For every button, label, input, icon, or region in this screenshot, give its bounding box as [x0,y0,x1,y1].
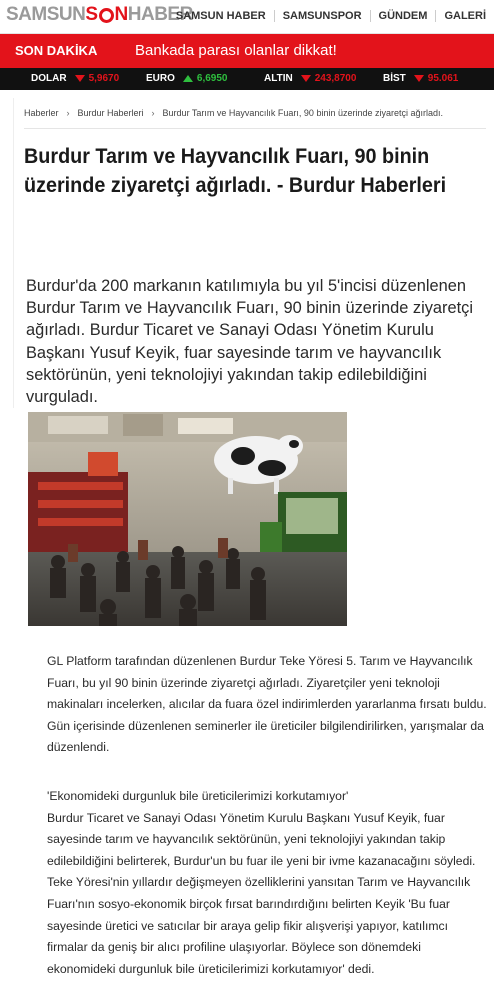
breadcrumb [24,108,443,118]
chevron-right-icon: › [151,108,155,118]
article-photo[interactable] [28,412,347,626]
ticker-value: 243,8700 [314,73,357,84]
ticker-item-dolar[interactable] [31,73,119,84]
breaking-news-bar [0,34,494,68]
arrow-down-icon [414,75,424,82]
arrow-down-icon [301,75,311,82]
chevron-right-icon: › [66,108,70,118]
logo-part-samsun: SAMSUN [6,4,86,25]
nav-samsunspor[interactable]: SAMSUNSPOR [275,10,371,22]
nav-samsun-haber[interactable]: SAMSUN HABER [168,10,275,22]
market-ticker [0,68,494,90]
nav-galeri[interactable]: GALERİ [444,10,486,22]
nav-gundem[interactable]: GÜNDEM [371,10,437,22]
divider [24,128,486,129]
ticker-value: 6,6950 [196,73,228,84]
ticker-name: BİST [383,73,406,84]
article-lead: Burdur'da 200 markanın katılımıyla bu yıl 5'incisi düzenlenen Burdur Tarım ve Hayvancılık Fuarı, 90 binin üzerinde ziyaretçi ağırladı. Burdur Ticaret ve Sanayi Odası Yönetim Kurulu Başkanı Yusuf Keyik, fuar sayesinde tarım ve hayvancılık sektörünün, yeni teknolojiyi yakından takip edilebildiğini vurguladı. [26,277,473,407]
ticker-item-bist[interactable] [383,73,458,84]
ticker-item-euro[interactable] [146,73,228,84]
logo-son-s: S [85,4,98,25]
breadcrumb-burdur-haberleri[interactable]: Burdur Haberleri [77,108,144,118]
ticker-value: 95.061 [427,73,459,84]
ticker-name: ALTIN [264,73,293,84]
site-logo[interactable] [6,4,193,26]
ticker-value: 5,9670 [88,73,120,84]
fair-crowd-image [28,412,347,626]
ticker-name: EURO [146,73,175,84]
article-paragraph: GL Platform tarafından düzenlenen Burdur Teke Yöresi 5. Tarım ve Hayvancılık Fuarı, bu yıl 90 binin üzerinde ziyaretçi ağırladı. Ziyaretçiler yeni teknoloji makinaları incelerken, alıcılar da fuara özel indirimlerden yararlanma fırsatı buldu. Gün içerisinde düzenlenen seminerler ile üreticiler bilgilendirilirken, yarışmalar da düzenlendi. [47,654,487,755]
article-paragraph: Burdur Ticaret ve Sanayi Odası Yönetim Kurulu Başkanı Yusuf Keyik, fuar sayesinde tarım ve hayvancılık sektörünün, yeni teknolojiyi yakından takip edilebildiğini belirterek, Burdur'un bu fuar ile yeni bir ivme kazanacağını söyledi. Teke Yöresi'nin yıllardır değişmeyen özelliklerini yansıtan Tarım ve Hayvancılık Fuarı'nın sosyo-ekonomik birçok fırsat barındırdığını belirten Keyik 'Bu fuar sayesinde üretici ve satıcılar bir araya gelip fikir alışverişi yapıyor, katılımcı firmalar da geniş bir alıcı profiline ulaşıyorlar. Böylece son dönemdeki ekonomideki durgunluk bile üreticilerimizi korkutamıyor' dedi. [47,810,476,976]
article-quote-heading: 'Ekonomideki durgunluk bile üreticilerimizi korkutamıyor' [47,789,349,803]
logo-son-n: N [114,4,128,25]
top-nav [168,0,494,32]
ticker-item-altin[interactable] [264,73,356,84]
arrow-down-icon [75,75,85,82]
breaking-news-headline[interactable]: Bankada parası olanlar dikkat! [135,42,337,59]
logo-ring-icon [99,8,114,23]
site-header [0,0,494,34]
ticker-name: DOLAR [31,73,67,84]
article-title: Burdur Tarım ve Hayvancılık Fuarı, 90 binin üzerinde ziyaretçi ağırladı. - Burdur Haberleri [24,144,447,197]
breadcrumb-current: Burdur Tarım ve Hayvancılık Fuarı, 90 binin üzerinde ziyaretçi ağırladı. [162,108,444,118]
article-section [47,786,487,980]
logo-part-haber: HABER [127,4,193,25]
breadcrumb-haberler[interactable]: Haberler [24,108,59,118]
arrow-up-icon [183,75,193,82]
breaking-news-tag: SON DAKİKA [15,43,98,58]
logo-part-son [85,4,127,26]
